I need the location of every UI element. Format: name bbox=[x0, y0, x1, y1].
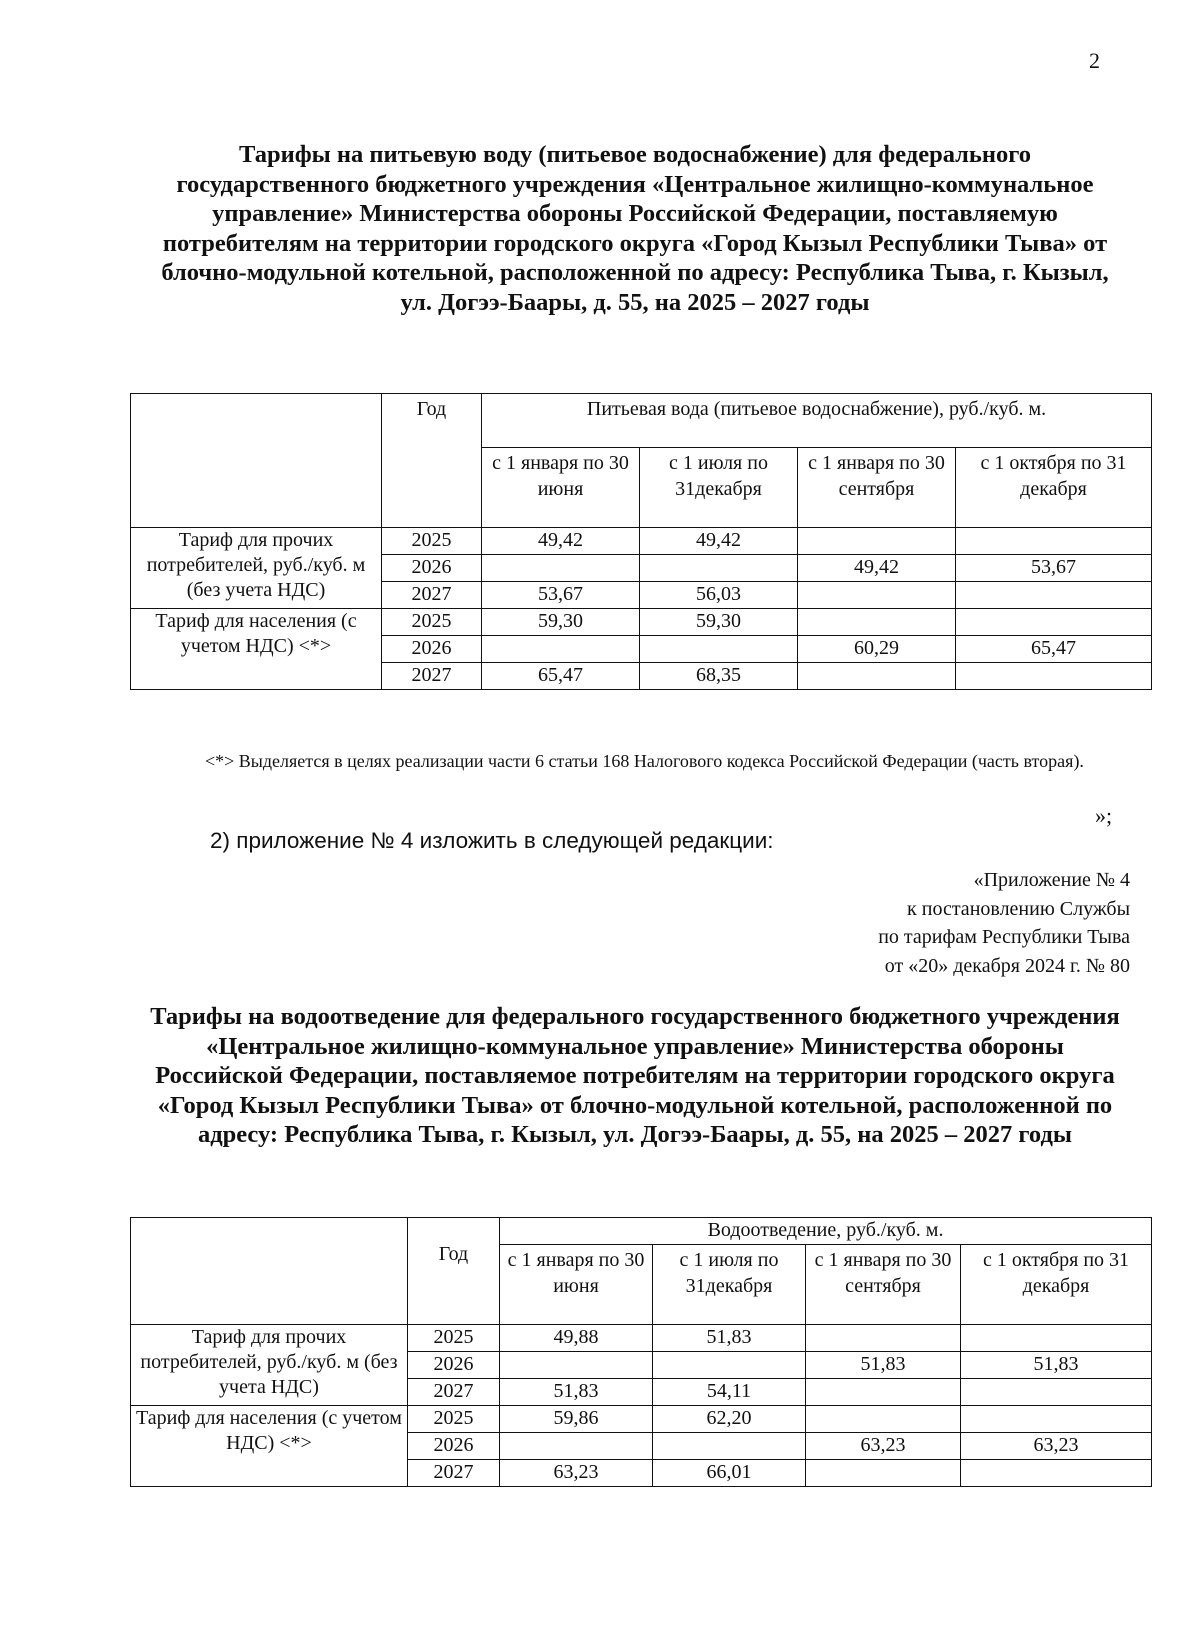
tariff-value: 63,23 bbox=[500, 1460, 653, 1487]
tariff-value bbox=[961, 1325, 1152, 1352]
tariff-value bbox=[482, 555, 640, 582]
appendix-reference bbox=[700, 866, 1130, 980]
period-header: с 1 января по 30 июня bbox=[500, 1245, 653, 1325]
tariff-value bbox=[798, 609, 956, 636]
tariff-value bbox=[806, 1406, 961, 1433]
tariff-group-header: Питьевая вода (питьевое водоснабжение), руб./куб. м. bbox=[482, 394, 1152, 448]
tariff-value: 54,11 bbox=[653, 1379, 806, 1406]
tariff-value: 63,23 bbox=[961, 1433, 1152, 1460]
amendment-item: 2) приложение № 4 изложить в следующей редакции: bbox=[210, 828, 774, 853]
year-cell: 2027 bbox=[382, 582, 482, 609]
tariff-value: 51,83 bbox=[806, 1352, 961, 1379]
year-cell: 2026 bbox=[382, 636, 482, 663]
tariff-value bbox=[956, 609, 1152, 636]
appendix-line: к постановлению Службы bbox=[907, 897, 1130, 920]
tariff-value bbox=[956, 582, 1152, 609]
vat-footnote: <*> Выделяется в целях реализации части 6 статьи 168 Налогового кодекса Российской Федерации (часть вторая). bbox=[205, 751, 1084, 771]
tariff-value bbox=[798, 663, 956, 690]
tariff-value bbox=[500, 1352, 653, 1379]
year-cell: 2026 bbox=[408, 1433, 500, 1460]
wastewater-tariff-title: Тарифы на водоотведение для федерального государственного бюджетного учреждения «Центральное жилищно-коммунальное управление» Министерства обороны Российской Федерации, поставляемое потребителям на территории городского округа «Город Кызыл Республики Тыва» от блочно-модульной котельной, расположенной по адресу: Республика Тыва, г. Кызыл, ул. Догээ-Баары, д. 55, на 2025 – 2027 годы bbox=[150, 1003, 1120, 1148]
empty-header-cell bbox=[131, 1218, 408, 1325]
tariff-value: 53,67 bbox=[482, 582, 640, 609]
consumer-group-label: Тариф для населения (с учетом НДС) <*> bbox=[131, 609, 382, 690]
year-cell: 2025 bbox=[382, 528, 482, 555]
tariff-value: 59,30 bbox=[640, 609, 798, 636]
tariff-value: 49,42 bbox=[798, 555, 956, 582]
period-header: с 1 июля по 31декабря bbox=[653, 1245, 806, 1325]
year-cell: 2027 bbox=[408, 1460, 500, 1487]
tariff-value bbox=[482, 636, 640, 663]
tariff-value: 56,03 bbox=[640, 582, 798, 609]
tariff-value: 51,83 bbox=[500, 1379, 653, 1406]
year-cell: 2025 bbox=[408, 1325, 500, 1352]
year-cell: 2026 bbox=[408, 1352, 500, 1379]
year-column-header: Год bbox=[408, 1218, 500, 1325]
period-header: с 1 января по 30 июня bbox=[482, 448, 640, 528]
consumer-group-label: Тариф для населения (с учетом НДС) <*> bbox=[131, 1406, 408, 1487]
tariff-value bbox=[653, 1433, 806, 1460]
tariff-value: 60,29 bbox=[798, 636, 956, 663]
tariff-value: 49,88 bbox=[500, 1325, 653, 1352]
page-number: 2 bbox=[1089, 48, 1100, 73]
period-header: с 1 октября по 31 декабря bbox=[956, 448, 1152, 528]
tariff-value bbox=[961, 1379, 1152, 1406]
year-cell: 2027 bbox=[408, 1379, 500, 1406]
tariff-value bbox=[806, 1325, 961, 1352]
tariff-value bbox=[640, 555, 798, 582]
period-header: с 1 июля по 31декабря bbox=[640, 448, 798, 528]
tariff-value bbox=[956, 528, 1152, 555]
year-cell: 2026 bbox=[382, 555, 482, 582]
empty-header-cell bbox=[131, 394, 382, 528]
tariff-group-header: Водоотведение, руб./куб. м. bbox=[500, 1218, 1152, 1245]
tariff-value: 51,83 bbox=[961, 1352, 1152, 1379]
tariff-value: 49,42 bbox=[482, 528, 640, 555]
consumer-group-label: Тариф для прочих потребителей, руб./куб. м (без учета НДС) bbox=[131, 1325, 408, 1406]
period-header: с 1 января по 30 сентября bbox=[806, 1245, 961, 1325]
consumer-group-label: Тариф для прочих потребителей, руб./куб. м (без учета НДС) bbox=[131, 528, 382, 609]
tariff-value bbox=[961, 1460, 1152, 1487]
tariff-value: 49,42 bbox=[640, 528, 798, 555]
tariff-value: 68,35 bbox=[640, 663, 798, 690]
period-header: с 1 января по 30 сентября bbox=[798, 448, 956, 528]
tariff-value bbox=[798, 582, 956, 609]
tariff-value bbox=[798, 528, 956, 555]
tariff-value: 51,83 bbox=[653, 1325, 806, 1352]
tariff-value bbox=[961, 1406, 1152, 1433]
period-header: с 1 октября по 31 декабря bbox=[961, 1245, 1152, 1325]
tariff-value bbox=[806, 1379, 961, 1406]
tariff-value bbox=[806, 1460, 961, 1487]
year-cell: 2025 bbox=[408, 1406, 500, 1433]
tariff-value bbox=[500, 1433, 653, 1460]
appendix-line: «Приложение № 4 bbox=[973, 869, 1130, 891]
tariff-value: 59,86 bbox=[500, 1406, 653, 1433]
tariff-value: 65,47 bbox=[482, 663, 640, 690]
year-column-header: Год bbox=[382, 394, 482, 528]
tariff-value: 53,67 bbox=[956, 555, 1152, 582]
tariff-value: 63,23 bbox=[806, 1433, 961, 1460]
appendix-line: по тарифам Республики Тыва bbox=[878, 926, 1130, 948]
tariff-value bbox=[640, 636, 798, 663]
tariff-value: 59,30 bbox=[482, 609, 640, 636]
tariff-value bbox=[956, 663, 1152, 690]
tariff-value: 65,47 bbox=[956, 636, 1152, 663]
wastewater-tariff-table bbox=[130, 1217, 1152, 1487]
water-supply-tariff-table bbox=[130, 393, 1152, 690]
tariff-value: 62,20 bbox=[653, 1406, 806, 1433]
tariff-value bbox=[653, 1352, 806, 1379]
closing-quote: »; bbox=[1095, 803, 1113, 828]
water-supply-tariff-title: Тарифы на питьевую воду (питьевое водоснабжение) для федерального государственного бюджетного учреждения «Центральное жилищно-коммунальное управление» Министерства обороны Российской Федерации, поставляемую потребителям на территории городского округа «Город Кызыл Республики Тыва» от блочно-модульной котельной, расположенной по адресу: Республика Тыва, г. Кызыл, ул. Догээ-Баары, д. 55, на 2025 – 2027 годы bbox=[161, 141, 1109, 316]
year-cell: 2025 bbox=[382, 609, 482, 636]
year-cell: 2027 bbox=[382, 663, 482, 690]
tariff-value: 66,01 bbox=[653, 1460, 806, 1487]
appendix-line: от «20» декабря 2024 г. № 80 bbox=[884, 954, 1130, 977]
